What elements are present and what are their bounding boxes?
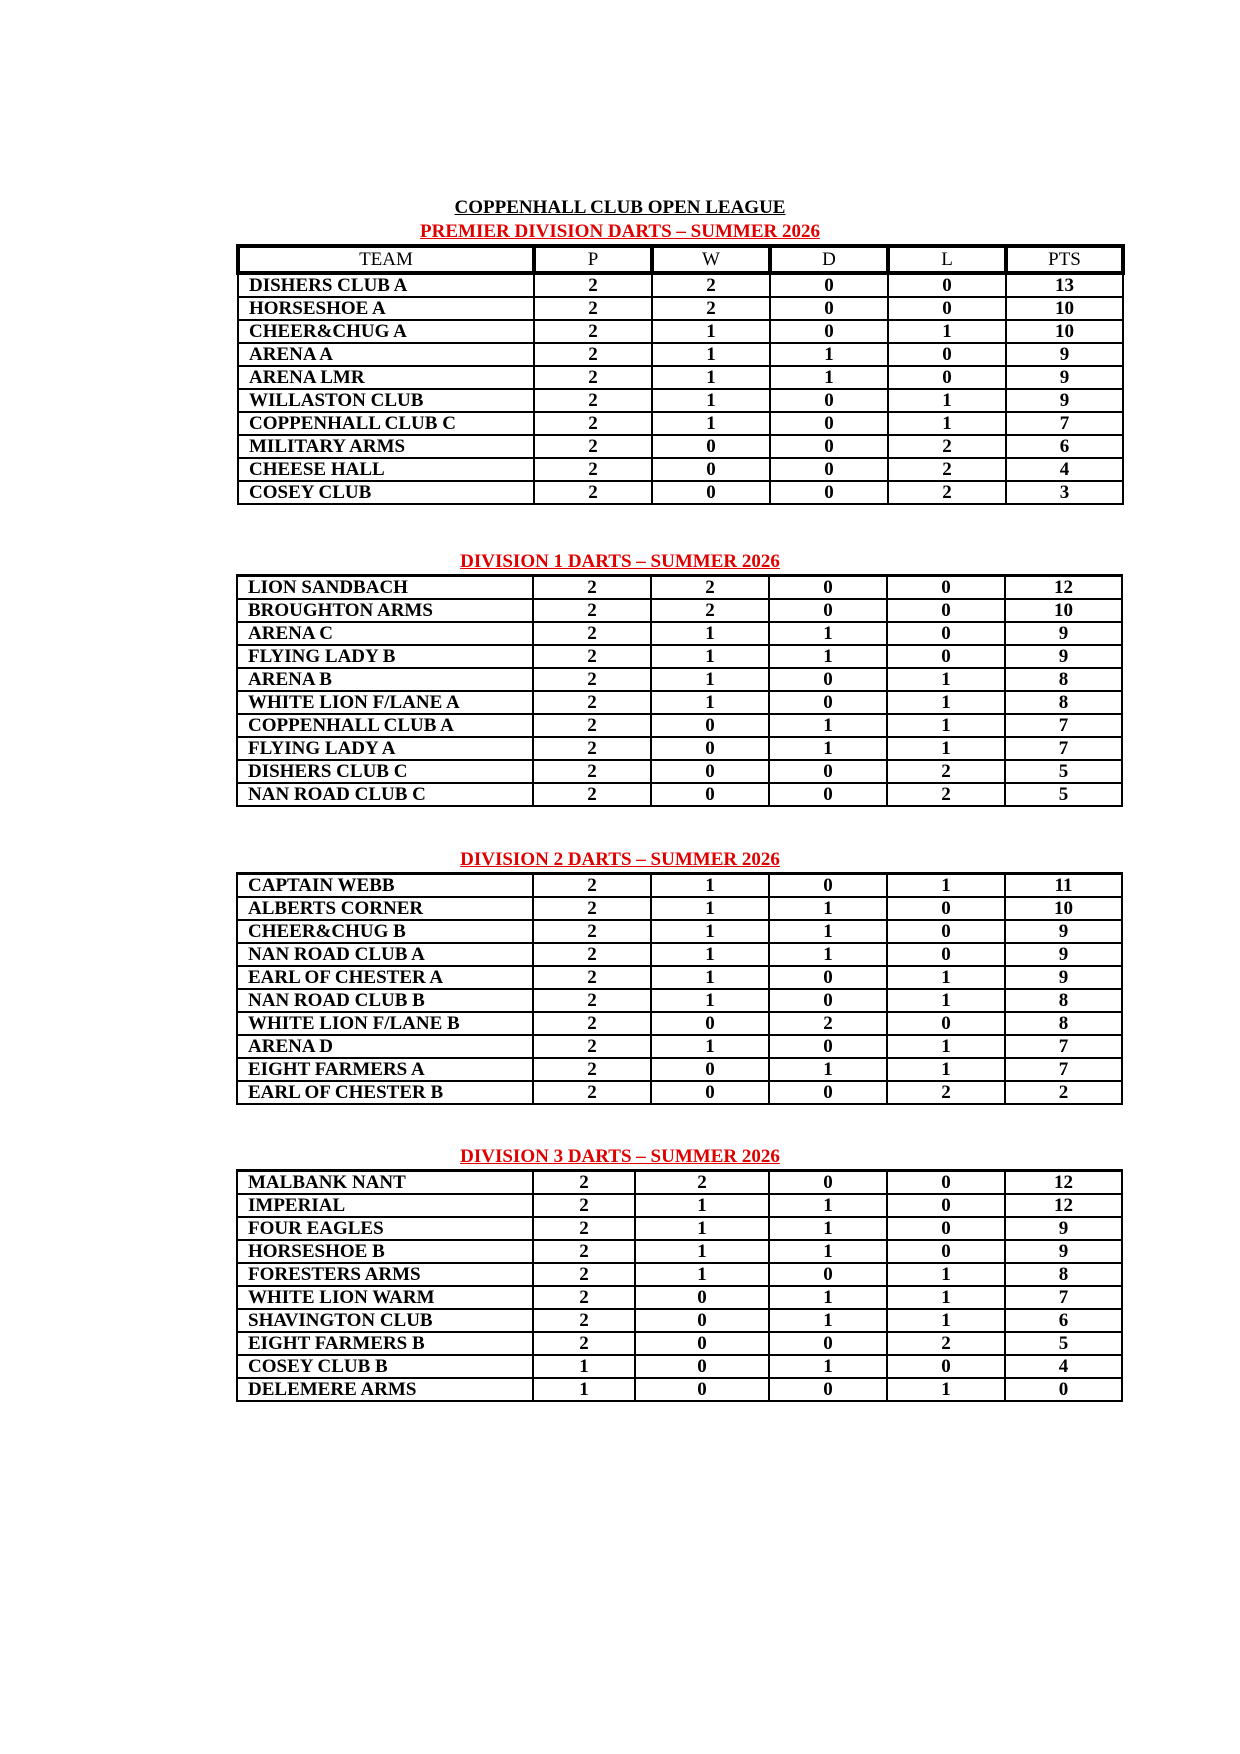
team-cell: WHITE LION WARM bbox=[237, 1286, 533, 1309]
division-2-table bbox=[236, 872, 1123, 1105]
header-team: TEAM bbox=[238, 246, 534, 273]
points-cell: 12 bbox=[1005, 1194, 1122, 1217]
table-row bbox=[237, 714, 1122, 737]
team-cell: ARENA D bbox=[237, 1035, 533, 1058]
lost-cell: 0 bbox=[888, 343, 1006, 366]
table-row bbox=[237, 1263, 1122, 1286]
points-cell: 12 bbox=[1005, 1171, 1122, 1195]
drawn-cell: 0 bbox=[770, 435, 888, 458]
drawn-cell: 0 bbox=[770, 412, 888, 435]
played-cell: 2 bbox=[533, 1035, 651, 1058]
drawn-cell: 1 bbox=[770, 343, 888, 366]
points-cell: 5 bbox=[1005, 1332, 1122, 1355]
won-cell: 1 bbox=[652, 366, 770, 389]
table-row bbox=[237, 737, 1122, 760]
drawn-cell: 1 bbox=[769, 897, 887, 920]
played-cell: 2 bbox=[533, 1058, 651, 1081]
won-cell: 0 bbox=[651, 1012, 769, 1035]
lost-cell: 2 bbox=[887, 1332, 1005, 1355]
drawn-cell: 0 bbox=[770, 389, 888, 412]
team-cell: HORSESHOE B bbox=[237, 1240, 533, 1263]
points-cell: 7 bbox=[1005, 1286, 1122, 1309]
won-cell: 1 bbox=[635, 1217, 769, 1240]
won-cell: 1 bbox=[635, 1194, 769, 1217]
table-row bbox=[238, 320, 1123, 343]
team-cell: DISHERS CLUB C bbox=[237, 760, 533, 783]
drawn-cell: 1 bbox=[770, 366, 888, 389]
drawn-cell: 1 bbox=[769, 737, 887, 760]
points-cell: 9 bbox=[1005, 966, 1122, 989]
table-row bbox=[237, 1286, 1122, 1309]
team-cell: NAN ROAD CLUB B bbox=[237, 989, 533, 1012]
played-cell: 2 bbox=[533, 737, 651, 760]
lost-cell: 1 bbox=[887, 1263, 1005, 1286]
won-cell: 1 bbox=[652, 412, 770, 435]
lost-cell: 0 bbox=[887, 622, 1005, 645]
lost-cell: 0 bbox=[887, 1240, 1005, 1263]
won-cell: 0 bbox=[635, 1309, 769, 1332]
points-cell: 9 bbox=[1006, 343, 1123, 366]
won-cell: 1 bbox=[651, 920, 769, 943]
team-cell: HORSESHOE A bbox=[238, 297, 534, 320]
points-cell: 5 bbox=[1005, 783, 1122, 806]
drawn-cell: 0 bbox=[769, 668, 887, 691]
points-cell: 10 bbox=[1005, 599, 1122, 622]
played-cell: 2 bbox=[534, 366, 652, 389]
team-cell: ARENA A bbox=[238, 343, 534, 366]
lost-cell: 0 bbox=[887, 897, 1005, 920]
won-cell: 1 bbox=[652, 320, 770, 343]
table-row bbox=[238, 481, 1123, 504]
played-cell: 2 bbox=[534, 458, 652, 481]
lost-cell: 1 bbox=[887, 668, 1005, 691]
header-drawn: D bbox=[770, 246, 888, 273]
team-cell: WILLASTON CLUB bbox=[238, 389, 534, 412]
won-cell: 0 bbox=[635, 1286, 769, 1309]
division-1-title: DIVISION 1 DARTS – SUMMER 2026 bbox=[460, 551, 780, 572]
lost-cell: 1 bbox=[887, 1286, 1005, 1309]
lost-cell: 0 bbox=[888, 297, 1006, 320]
won-cell: 1 bbox=[651, 645, 769, 668]
lost-cell: 1 bbox=[887, 1309, 1005, 1332]
lost-cell: 2 bbox=[888, 435, 1006, 458]
table-row bbox=[237, 966, 1122, 989]
drawn-cell: 1 bbox=[769, 1217, 887, 1240]
points-cell: 9 bbox=[1005, 645, 1122, 668]
played-cell: 2 bbox=[533, 668, 651, 691]
points-cell: 7 bbox=[1005, 1035, 1122, 1058]
won-cell: 0 bbox=[635, 1378, 769, 1401]
lost-cell: 0 bbox=[888, 366, 1006, 389]
table-row bbox=[237, 920, 1122, 943]
table-row bbox=[237, 1058, 1122, 1081]
team-cell: EIGHT FARMERS A bbox=[237, 1058, 533, 1081]
played-cell: 2 bbox=[533, 783, 651, 806]
team-cell: ARENA B bbox=[237, 668, 533, 691]
drawn-cell: 1 bbox=[769, 1240, 887, 1263]
drawn-cell: 0 bbox=[770, 273, 888, 297]
table-row bbox=[237, 599, 1122, 622]
played-cell: 2 bbox=[533, 943, 651, 966]
table-row bbox=[237, 1171, 1122, 1195]
team-cell: BROUGHTON ARMS bbox=[237, 599, 533, 622]
table-row bbox=[237, 1012, 1122, 1035]
lost-cell: 1 bbox=[887, 1035, 1005, 1058]
won-cell: 0 bbox=[651, 760, 769, 783]
played-cell: 2 bbox=[534, 412, 652, 435]
won-cell: 2 bbox=[651, 599, 769, 622]
points-cell: 10 bbox=[1006, 320, 1123, 343]
won-cell: 2 bbox=[635, 1171, 769, 1195]
played-cell: 2 bbox=[533, 691, 651, 714]
drawn-cell: 0 bbox=[769, 576, 887, 600]
drawn-cell: 0 bbox=[769, 1263, 887, 1286]
won-cell: 0 bbox=[651, 714, 769, 737]
lost-cell: 1 bbox=[888, 320, 1006, 343]
lost-cell: 1 bbox=[887, 989, 1005, 1012]
team-cell: ALBERTS CORNER bbox=[237, 897, 533, 920]
played-cell: 1 bbox=[533, 1378, 635, 1401]
team-cell: EARL OF CHESTER B bbox=[237, 1081, 533, 1104]
won-cell: 0 bbox=[652, 435, 770, 458]
points-cell: 7 bbox=[1006, 412, 1123, 435]
header-row bbox=[238, 246, 1123, 273]
won-cell: 0 bbox=[635, 1355, 769, 1378]
played-cell: 2 bbox=[533, 874, 651, 898]
played-cell: 2 bbox=[533, 1081, 651, 1104]
played-cell: 2 bbox=[533, 1194, 635, 1217]
table-row bbox=[237, 622, 1122, 645]
premier-division-table bbox=[236, 244, 1125, 505]
points-cell: 7 bbox=[1005, 714, 1122, 737]
header-lost: L bbox=[888, 246, 1006, 273]
lost-cell: 1 bbox=[888, 412, 1006, 435]
won-cell: 0 bbox=[651, 1058, 769, 1081]
lost-cell: 1 bbox=[887, 966, 1005, 989]
team-cell: LION SANDBACH bbox=[237, 576, 533, 600]
won-cell: 0 bbox=[652, 481, 770, 504]
played-cell: 2 bbox=[533, 1171, 635, 1195]
played-cell: 2 bbox=[533, 1240, 635, 1263]
team-cell: EARL OF CHESTER A bbox=[237, 966, 533, 989]
won-cell: 1 bbox=[651, 1035, 769, 1058]
played-cell: 2 bbox=[533, 1263, 635, 1286]
points-cell: 9 bbox=[1006, 389, 1123, 412]
played-cell: 2 bbox=[533, 599, 651, 622]
table-row bbox=[237, 1240, 1122, 1263]
drawn-cell: 0 bbox=[769, 989, 887, 1012]
played-cell: 2 bbox=[533, 622, 651, 645]
points-cell: 5 bbox=[1005, 760, 1122, 783]
division-2-title: DIVISION 2 DARTS – SUMMER 2026 bbox=[460, 849, 780, 870]
team-cell: ARENA LMR bbox=[238, 366, 534, 389]
won-cell: 1 bbox=[635, 1240, 769, 1263]
points-cell: 0 bbox=[1005, 1378, 1122, 1401]
won-cell: 0 bbox=[651, 1081, 769, 1104]
drawn-cell: 1 bbox=[769, 920, 887, 943]
played-cell: 2 bbox=[534, 435, 652, 458]
lost-cell: 0 bbox=[887, 576, 1005, 600]
team-cell: SHAVINGTON CLUB bbox=[237, 1309, 533, 1332]
drawn-cell: 1 bbox=[769, 1194, 887, 1217]
played-cell: 2 bbox=[533, 714, 651, 737]
team-cell: WHITE LION F/LANE A bbox=[237, 691, 533, 714]
table-row bbox=[237, 989, 1122, 1012]
points-cell: 8 bbox=[1005, 1263, 1122, 1286]
drawn-cell: 0 bbox=[770, 458, 888, 481]
played-cell: 2 bbox=[533, 1332, 635, 1355]
won-cell: 1 bbox=[652, 389, 770, 412]
lost-cell: 2 bbox=[887, 760, 1005, 783]
won-cell: 1 bbox=[651, 874, 769, 898]
table-row bbox=[238, 412, 1123, 435]
won-cell: 1 bbox=[651, 668, 769, 691]
table-row bbox=[237, 1217, 1122, 1240]
points-cell: 9 bbox=[1005, 943, 1122, 966]
won-cell: 2 bbox=[652, 273, 770, 297]
points-cell: 13 bbox=[1006, 273, 1123, 297]
played-cell: 2 bbox=[534, 273, 652, 297]
played-cell: 2 bbox=[533, 966, 651, 989]
lost-cell: 0 bbox=[887, 1194, 1005, 1217]
points-cell: 7 bbox=[1005, 1058, 1122, 1081]
points-cell: 10 bbox=[1005, 897, 1122, 920]
drawn-cell: 1 bbox=[769, 1309, 887, 1332]
played-cell: 2 bbox=[534, 343, 652, 366]
points-cell: 8 bbox=[1005, 668, 1122, 691]
team-cell: NAN ROAD CLUB A bbox=[237, 943, 533, 966]
lost-cell: 0 bbox=[887, 645, 1005, 668]
table-row bbox=[237, 874, 1122, 898]
drawn-cell: 0 bbox=[769, 783, 887, 806]
lost-cell: 1 bbox=[887, 691, 1005, 714]
drawn-cell: 0 bbox=[769, 1081, 887, 1104]
lost-cell: 0 bbox=[887, 1217, 1005, 1240]
team-cell: CAPTAIN WEBB bbox=[237, 874, 533, 898]
points-cell: 2 bbox=[1005, 1081, 1122, 1104]
team-cell: ARENA C bbox=[237, 622, 533, 645]
points-cell: 11 bbox=[1005, 874, 1122, 898]
table-row bbox=[237, 1355, 1122, 1378]
played-cell: 2 bbox=[533, 1012, 651, 1035]
won-cell: 0 bbox=[652, 458, 770, 481]
points-cell: 10 bbox=[1006, 297, 1123, 320]
header-points: PTS bbox=[1006, 246, 1123, 273]
played-cell: 2 bbox=[533, 897, 651, 920]
table-row bbox=[238, 389, 1123, 412]
team-cell: CHEER&CHUG A bbox=[238, 320, 534, 343]
team-cell: FLYING LADY A bbox=[237, 737, 533, 760]
table-row bbox=[237, 783, 1122, 806]
table-row bbox=[237, 760, 1122, 783]
table-row bbox=[238, 297, 1123, 320]
team-cell: DISHERS CLUB A bbox=[238, 273, 534, 297]
table-row bbox=[237, 1332, 1122, 1355]
table-row bbox=[238, 273, 1123, 297]
played-cell: 2 bbox=[533, 760, 651, 783]
lost-cell: 0 bbox=[887, 599, 1005, 622]
lost-cell: 0 bbox=[887, 1171, 1005, 1195]
points-cell: 9 bbox=[1005, 1217, 1122, 1240]
won-cell: 0 bbox=[635, 1332, 769, 1355]
won-cell: 0 bbox=[651, 737, 769, 760]
lost-cell: 1 bbox=[887, 1378, 1005, 1401]
team-cell: CHEESE HALL bbox=[238, 458, 534, 481]
played-cell: 2 bbox=[533, 1309, 635, 1332]
played-cell: 2 bbox=[533, 989, 651, 1012]
division-3-title: DIVISION 3 DARTS – SUMMER 2026 bbox=[460, 1146, 780, 1167]
lost-cell: 2 bbox=[888, 458, 1006, 481]
played-cell: 2 bbox=[534, 320, 652, 343]
table-row bbox=[238, 458, 1123, 481]
points-cell: 9 bbox=[1006, 366, 1123, 389]
lost-cell: 1 bbox=[887, 1058, 1005, 1081]
drawn-cell: 1 bbox=[769, 1058, 887, 1081]
table-row bbox=[237, 1081, 1122, 1104]
drawn-cell: 1 bbox=[769, 943, 887, 966]
played-cell: 2 bbox=[533, 576, 651, 600]
points-cell: 8 bbox=[1005, 691, 1122, 714]
won-cell: 2 bbox=[652, 297, 770, 320]
header-won: W bbox=[652, 246, 770, 273]
played-cell: 2 bbox=[533, 1286, 635, 1309]
points-cell: 8 bbox=[1005, 1012, 1122, 1035]
played-cell: 2 bbox=[534, 297, 652, 320]
drawn-cell: 1 bbox=[769, 1355, 887, 1378]
table-row bbox=[237, 943, 1122, 966]
points-cell: 3 bbox=[1006, 481, 1123, 504]
drawn-cell: 0 bbox=[770, 320, 888, 343]
points-cell: 12 bbox=[1005, 576, 1122, 600]
drawn-cell: 1 bbox=[769, 1286, 887, 1309]
points-cell: 9 bbox=[1005, 920, 1122, 943]
table-row bbox=[237, 897, 1122, 920]
won-cell: 1 bbox=[635, 1263, 769, 1286]
played-cell: 2 bbox=[533, 1217, 635, 1240]
played-cell: 2 bbox=[533, 645, 651, 668]
table-row bbox=[237, 1035, 1122, 1058]
drawn-cell: 0 bbox=[769, 1378, 887, 1401]
team-cell: COSEY CLUB bbox=[238, 481, 534, 504]
drawn-cell: 1 bbox=[769, 714, 887, 737]
lost-cell: 2 bbox=[888, 481, 1006, 504]
division-1-table bbox=[236, 574, 1123, 807]
drawn-cell: 0 bbox=[770, 481, 888, 504]
drawn-cell: 1 bbox=[769, 622, 887, 645]
drawn-cell: 0 bbox=[770, 297, 888, 320]
table-row bbox=[237, 1309, 1122, 1332]
played-cell: 2 bbox=[533, 920, 651, 943]
team-cell: MALBANK NANT bbox=[237, 1171, 533, 1195]
table-row bbox=[238, 343, 1123, 366]
lost-cell: 2 bbox=[887, 783, 1005, 806]
table-row bbox=[238, 435, 1123, 458]
team-cell: EIGHT FARMERS B bbox=[237, 1332, 533, 1355]
drawn-cell: 0 bbox=[769, 874, 887, 898]
lost-cell: 1 bbox=[888, 389, 1006, 412]
won-cell: 1 bbox=[651, 897, 769, 920]
team-cell: COSEY CLUB B bbox=[237, 1355, 533, 1378]
points-cell: 4 bbox=[1006, 458, 1123, 481]
won-cell: 1 bbox=[651, 691, 769, 714]
team-cell: FLYING LADY B bbox=[237, 645, 533, 668]
points-cell: 6 bbox=[1005, 1309, 1122, 1332]
team-cell: MILITARY ARMS bbox=[238, 435, 534, 458]
drawn-cell: 2 bbox=[769, 1012, 887, 1035]
lost-cell: 1 bbox=[887, 874, 1005, 898]
table-row bbox=[237, 691, 1122, 714]
table-row bbox=[237, 576, 1122, 600]
played-cell: 2 bbox=[534, 389, 652, 412]
drawn-cell: 0 bbox=[769, 1035, 887, 1058]
lost-cell: 1 bbox=[887, 714, 1005, 737]
drawn-cell: 0 bbox=[769, 966, 887, 989]
team-cell: COPPENHALL CLUB C bbox=[238, 412, 534, 435]
page-title: COPPENHALL CLUB OPEN LEAGUE bbox=[454, 197, 786, 218]
table-row bbox=[238, 366, 1123, 389]
drawn-cell: 0 bbox=[769, 691, 887, 714]
won-cell: 1 bbox=[651, 622, 769, 645]
won-cell: 1 bbox=[651, 943, 769, 966]
points-cell: 7 bbox=[1005, 737, 1122, 760]
header-played: P bbox=[534, 246, 652, 273]
table-row bbox=[237, 645, 1122, 668]
lost-cell: 0 bbox=[887, 1355, 1005, 1378]
team-cell: CHEER&CHUG B bbox=[237, 920, 533, 943]
points-cell: 6 bbox=[1006, 435, 1123, 458]
team-cell: COPPENHALL CLUB A bbox=[237, 714, 533, 737]
lost-cell: 2 bbox=[887, 1081, 1005, 1104]
lost-cell: 0 bbox=[887, 943, 1005, 966]
won-cell: 0 bbox=[651, 783, 769, 806]
drawn-cell: 0 bbox=[769, 760, 887, 783]
points-cell: 9 bbox=[1005, 622, 1122, 645]
premier-division-title: PREMIER DIVISION DARTS – SUMMER 2026 bbox=[420, 221, 820, 242]
drawn-cell: 0 bbox=[769, 1332, 887, 1355]
drawn-cell: 0 bbox=[769, 1171, 887, 1195]
points-cell: 9 bbox=[1005, 1240, 1122, 1263]
team-cell: WHITE LION F/LANE B bbox=[237, 1012, 533, 1035]
won-cell: 1 bbox=[652, 343, 770, 366]
table-row bbox=[237, 1378, 1122, 1401]
team-cell: FORESTERS ARMS bbox=[237, 1263, 533, 1286]
points-cell: 8 bbox=[1005, 989, 1122, 1012]
won-cell: 1 bbox=[651, 989, 769, 1012]
lost-cell: 0 bbox=[887, 1012, 1005, 1035]
team-cell: DELEMERE ARMS bbox=[237, 1378, 533, 1401]
played-cell: 1 bbox=[533, 1355, 635, 1378]
won-cell: 2 bbox=[651, 576, 769, 600]
lost-cell: 0 bbox=[887, 920, 1005, 943]
team-cell: NAN ROAD CLUB C bbox=[237, 783, 533, 806]
table-row bbox=[237, 668, 1122, 691]
drawn-cell: 0 bbox=[769, 599, 887, 622]
won-cell: 1 bbox=[651, 966, 769, 989]
drawn-cell: 1 bbox=[769, 645, 887, 668]
division-3-table bbox=[236, 1169, 1123, 1402]
lost-cell: 1 bbox=[887, 737, 1005, 760]
points-cell: 4 bbox=[1005, 1355, 1122, 1378]
team-cell: FOUR EAGLES bbox=[237, 1217, 533, 1240]
played-cell: 2 bbox=[534, 481, 652, 504]
lost-cell: 0 bbox=[888, 273, 1006, 297]
team-cell: IMPERIAL bbox=[237, 1194, 533, 1217]
table-row bbox=[237, 1194, 1122, 1217]
